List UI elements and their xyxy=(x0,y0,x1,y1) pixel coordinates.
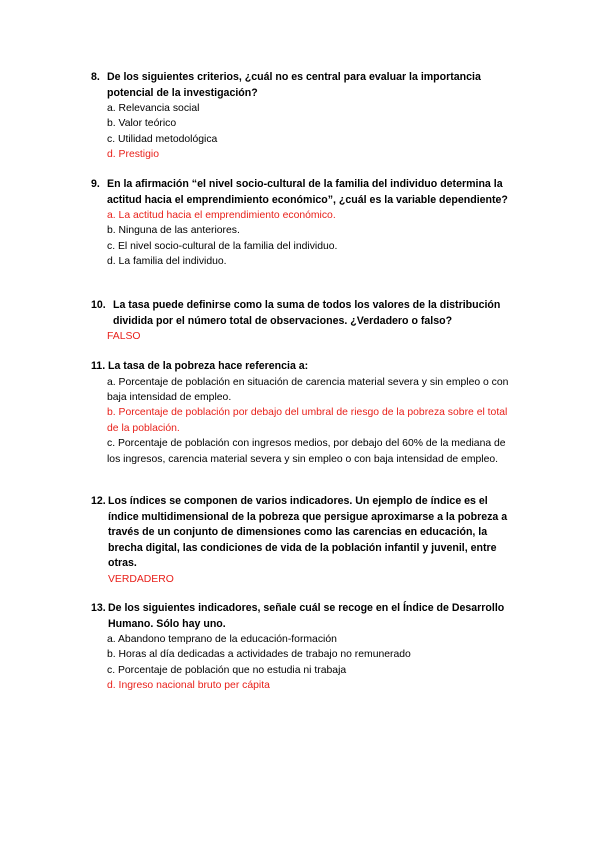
question-8 xyxy=(91,70,511,163)
question-header xyxy=(91,494,511,572)
option-a-correct-answer: a. La actitud hacia el emprendimiento económico. xyxy=(107,210,336,221)
option-list xyxy=(107,632,511,694)
option-a: a. Porcentaje de población en situación de carencia material severa y sin empleo o con baja intensidad de empleo. xyxy=(107,376,509,403)
option-list xyxy=(107,208,511,270)
question-10 xyxy=(91,298,511,344)
option-c: c. Porcentaje de población que no estudia ni trabaja xyxy=(107,664,347,676)
question-text: Los índices se componen de varios indicadores. Un ejemplo de índice es el índice multidimensional de la pobreza que persigue aproximarse a la pobreza a través de un conjunto de dimensiones como las carencias en educación, la brecha digital, las condiciones de vida de la población infantil y juvenil, entre otras. xyxy=(108,495,508,569)
question-number: 8. xyxy=(91,71,100,83)
question-9 xyxy=(91,177,511,270)
option-d-correct-answer: d. Prestigio xyxy=(107,149,159,161)
question-number: 9. xyxy=(91,178,100,190)
question-number: 11. xyxy=(91,360,106,372)
option-c: c. El nivel socio-cultural de la familia del individuo. xyxy=(107,240,338,252)
option-a: a. Relevancia social xyxy=(107,103,200,114)
question-text: De los siguientes indicadores, señale cuál se recoge en el Índice de Desarrollo Humano. Sólo hay uno. xyxy=(108,602,505,630)
question-text: En la afirmación “el nivel socio-cultural de la familia del individuo determina la actitud hacia el emprendimiento económico”, ¿cuál es la variable dependiente? xyxy=(107,178,508,206)
correct-answer: VERDADERO xyxy=(108,573,174,585)
option-c: c. Utilidad metodológica xyxy=(107,133,218,145)
question-11 xyxy=(91,359,511,467)
question-13 xyxy=(91,601,511,694)
option-a: a. Abandono temprano de la educación-formación xyxy=(107,634,337,645)
correct-answer: FALSO xyxy=(107,331,141,342)
option-b: b. Valor teórico xyxy=(107,118,177,130)
option-list xyxy=(108,572,511,587)
question-text: La tasa de la pobreza hace referencia a: xyxy=(108,360,309,372)
question-number: 13. xyxy=(91,602,106,614)
option-c: c. Porcentaje de población con ingresos medios, por debajo del 60% de la mediana de los ingresos, carencia material severa y sin empleo o con baja intensidad de empleo. xyxy=(107,438,506,465)
question-12 xyxy=(91,494,511,587)
question-header xyxy=(91,601,511,632)
option-b: b. Horas al día dedicadas a actividades de trabajo no remunerado xyxy=(107,649,411,661)
option-b-correct-answer: b. Porcentaje de población por debajo del umbral de riesgo de la pobreza sobre el total de la población. xyxy=(107,407,508,434)
option-list xyxy=(107,375,511,467)
question-header xyxy=(91,298,511,329)
question-number: 12. xyxy=(91,495,106,507)
option-d: d. La familia del individuo. xyxy=(107,256,227,268)
question-number: 10. xyxy=(91,299,106,311)
option-list xyxy=(107,101,511,163)
option-b: b. Ninguna de las anteriores. xyxy=(107,225,240,237)
option-d-correct-answer: d. Ingreso nacional bruto per cápita xyxy=(107,680,270,692)
option-list xyxy=(107,329,511,344)
question-header xyxy=(91,177,511,208)
question-header xyxy=(91,359,511,375)
question-text: De los siguientes criterios, ¿cuál no es central para evaluar la importancia potencial de la investigación? xyxy=(107,71,481,99)
question-text: La tasa puede definirse como la suma de todos los valores de la distribución dividida por el número total de observaciones. ¿Verdadero o falso? xyxy=(113,299,501,327)
question-header xyxy=(91,70,511,101)
